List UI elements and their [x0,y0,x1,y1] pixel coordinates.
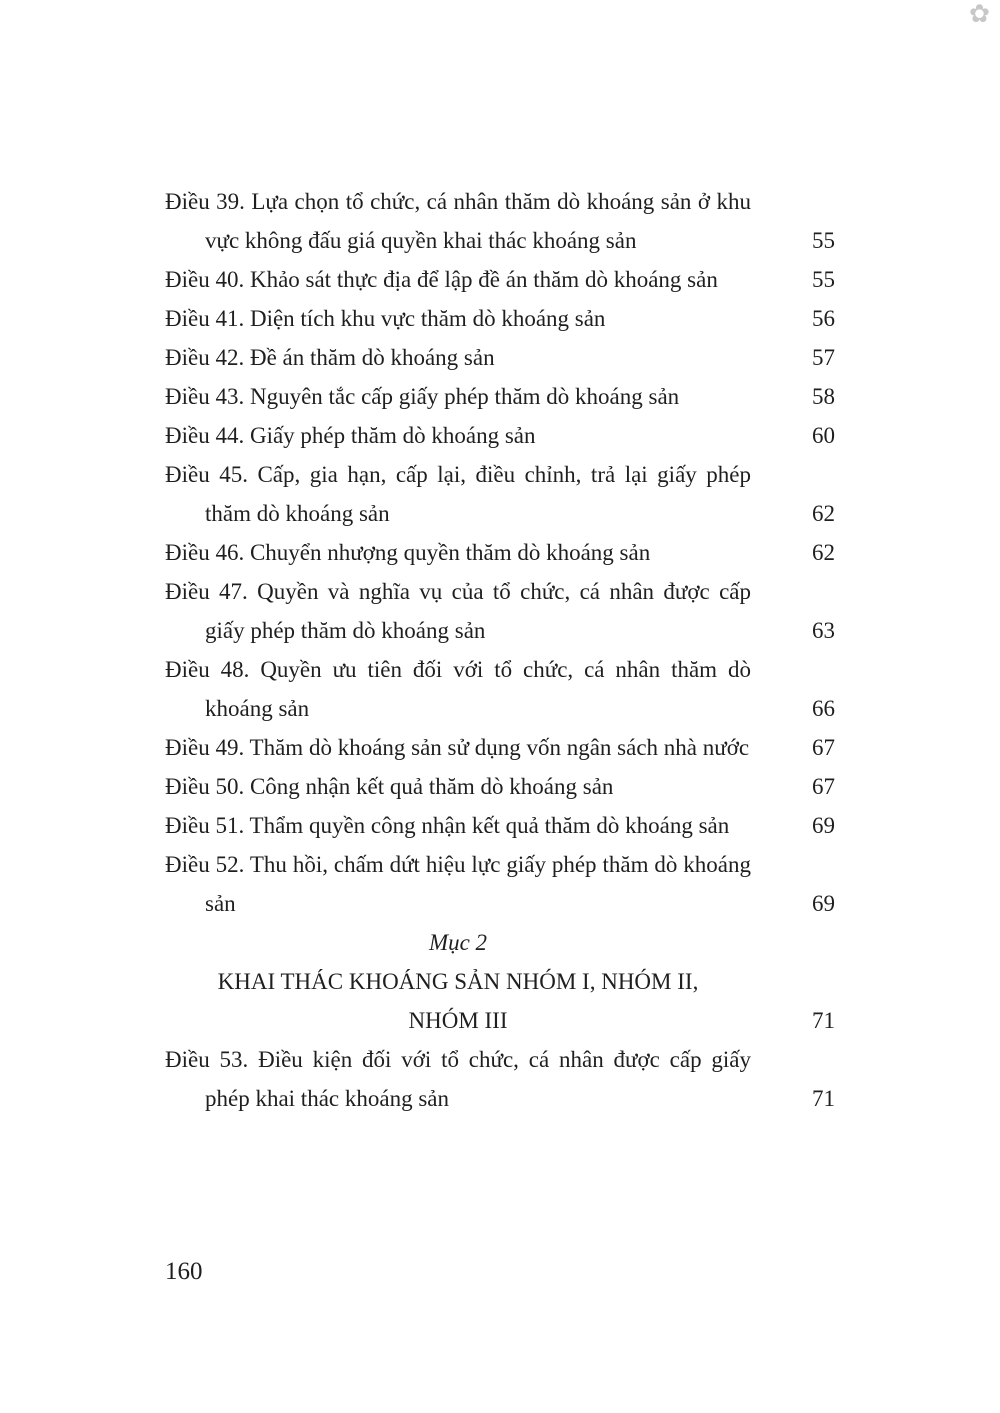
page-number-footer: 160 [165,1258,203,1285]
toc-entry-title: Điều 52. Thu hồi, chấm dứt hiệu lực giấy phép thăm dò khoáng sản [165,852,751,916]
toc-entry-page: 62 [812,540,835,565]
toc-entry [165,416,835,455]
toc-entry-page: 71 [812,1086,835,1111]
toc-entry-title: Điều 39. Lựa chọn tổ chức, cá nhân thăm dò khoáng sản ở khu vực không đấu giá quyền khai thác khoáng sản [165,189,751,253]
toc-entry-page: 56 [812,306,835,331]
toc-entry [165,572,835,650]
toc-entry-title: Điều 41. Diện tích khu vực thăm dò khoáng sản [165,306,606,331]
toc-entry [165,650,835,728]
toc-entry-title: Điều 51. Thẩm quyền công nhận kết quả thăm dò khoáng sản [165,813,730,838]
toc-entry-page: 55 [812,228,835,253]
toc-entry-title: Điều 46. Chuyển nhượng quyền thăm dò khoáng sản [165,540,651,565]
toc-entry-title: Điều 40. Khảo sát thực địa để lập đề án thăm dò khoáng sản [165,267,718,292]
toc-entry [165,806,835,845]
toc-entry-title: Điều 48. Quyền ưu tiên đối với tổ chức, cá nhân thăm dò khoáng sản [165,657,751,721]
toc-section [165,923,835,1040]
toc-entry-title: Điều 50. Công nhận kết quả thăm dò khoáng sản [165,774,614,799]
toc-entry [165,767,835,806]
toc-list [165,182,835,1118]
toc-entry [165,260,835,299]
toc-entry-title: Điều 53. Điều kiện đối với tổ chức, cá nhân được cấp giấy phép khai thác khoáng sản [165,1047,751,1111]
toc-entry-page: 58 [812,384,835,409]
toc-entry-page: 60 [812,423,835,448]
toc-entry [165,377,835,416]
toc-entry-page: 57 [812,345,835,370]
toc-entry [165,299,835,338]
toc-entry-page: 67 [812,774,835,799]
toc-entry-page: 55 [812,267,835,292]
toc-entry-page: 63 [812,618,835,643]
toc-entry-page: 66 [812,696,835,721]
toc-entry-title: Điều 49. Thăm dò khoáng sản sử dụng vốn ngân sách nhà nước [165,735,750,760]
toc-entry [165,533,835,572]
toc-entry [165,1040,835,1118]
toc-entry-page: 62 [812,501,835,526]
toc-section-page: 71 [812,1008,835,1033]
toc-entry-page: 69 [812,813,835,838]
toc-entry-title: Điều 47. Quyền và nghĩa vụ của tổ chức, cá nhân được cấp giấy phép thăm dò khoáng sản [165,579,751,643]
toc-entry [165,728,835,767]
toc-entry-title: Điều 45. Cấp, gia hạn, cấp lại, điều chỉnh, trả lại giấy phép thăm dò khoáng sản [165,462,751,526]
toc-entry-title: Điều 43. Nguyên tắc cấp giấy phép thăm dò khoáng sản [165,384,680,409]
toc-entry-page: 67 [812,735,835,760]
toc-entry [165,338,835,377]
toc-entry-page: 69 [812,891,835,916]
toc-entry [165,845,835,923]
toc-entry [165,455,835,533]
toc-entry [165,182,835,260]
flower-ornament-icon: ✿ [969,1,990,28]
toc-section-kicker: Mục 2 [428,930,488,955]
toc-entry-title: Điều 42. Đề án thăm dò khoáng sản [165,345,495,370]
toc-section-heading: KHAI THÁC KHOÁNG SẢN NHÓM I, NHÓM II, NHÓM III [217,969,699,1033]
toc-entry-title: Điều 44. Giấy phép thăm dò khoáng sản [165,423,536,448]
